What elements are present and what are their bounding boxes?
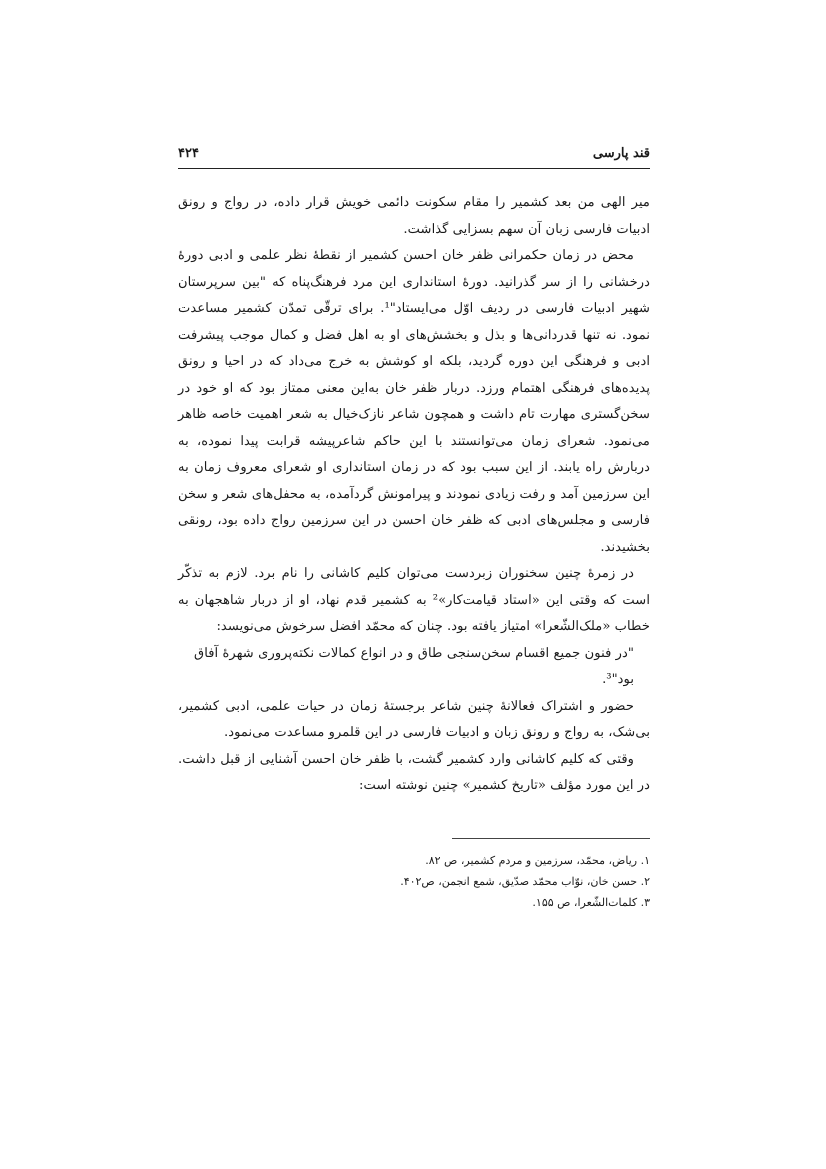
paragraph-4: حضور و اشتراک فعالانهٔ چنین شاعر برجستهٔ زمان در حیات علمی، ادبی کشمیر، بی‌شک، به رواج و رونق زبان و ادبیات فارسی در این قلمرو مساعدت می‌نمود.: [178, 698, 650, 740]
block-quote: "در فنون جمیع اقسام سخن‌سنجی طاق و در انواع کمالات نکته‌پروری شهرهٔ آفاق بود"³.: [194, 645, 634, 687]
footnote-1: ۱. ریاض، محمّد، سرزمین و مردم کشمیر، ص ۸۲.: [425, 854, 650, 867]
footnotes: [350, 850, 650, 913]
paragraph-1: میر الهی من بعد کشمیر را مقام سکونت دائمی خویش قرار داده، در رواج و رونق ادبیات فارسی زبان آن سهم بسزایی گذاشت.: [178, 195, 650, 237]
footnote-separator: [452, 838, 650, 839]
running-header: [178, 146, 650, 169]
journal-title: قند پارسی: [592, 146, 650, 161]
footnote-3: ۳. کلمات‌الشّعرا، ص ۱۵۵.: [532, 896, 650, 909]
paragraph-5: وقتی که کلیم کاشانی وارد کشمیر گشت، با ظفر خان احسن آشنایی از قبل داشت. در این مورد مؤلف «تاریخ کشمیر» چنین نوشته است:: [178, 751, 650, 793]
page-number: ۴۲۴: [178, 146, 199, 161]
footnote-2: ۲. حسن خان، نوّاب محمّد صدّیق، شمع انجمن، ص۴۰۲.: [400, 875, 650, 888]
paragraph-3: در زمرهٔ چنین سخنوران زبردست می‌توان کلیم کاشانی را نام برد. لازم به تذکّر است که وقتی این «استاد قیامت‌کار»² به کشمیر قدم نهاد، او از دربار شاهجهان به خطاب «ملک‌الشّعرا» امتیاز یافته بود. چنان که محمّد افضل سرخوش می‌نویسد:: [178, 566, 651, 634]
body-text: [178, 190, 650, 800]
paragraph-2: محض در زمان حکمرانی ظفر خان احسن کشمیر از نقطهٔ نظر علمی و ادبی دورهٔ درخشانی را از سر گذرانید. دورهٔ استانداری این مرد فرهنگ‌پناه که "بین سرپرستان شهیر ادبیات فارسی در ردیف اوّل می‌ایستاد"¹. برای ترقّی تمدّن کشمیر مساعدت نمود. نه تنها قدردانی‌ها و بذل و بخشش‌های او به اهل فضل و کمال موجب پیشرفت ادبی و فرهنگی این دوره گردید، بلکه او کوشش به خرج می‌داد که در احیا و رونق پدیده‌های فرهنگی اهتمام ورزد. دربار ظفر خان به‌این معنی ممتاز بود که او خود در سخن‌گستری مهارت تام داشت و همچون شاعر نازک‌خیال به شعر اهمیت خاصه ظاهر می‌نمود. شعرای زمان می‌توانستند با این حاکم شاعرپیشه قرابت پیدا نموده، به دربارش راه یابند. از این سبب بود که در زمان استانداری او شعرای معروف زمان به این سرزمین آمد و رفت زیادی نمودند و پیرامونش گردآمده، به محفل‌های شعر و سخن فارسی و مجلس‌های ادبی که ظفر خان احسن در این سرزمین رواج داده بود، رونقی بخشیدند.: [178, 248, 650, 555]
